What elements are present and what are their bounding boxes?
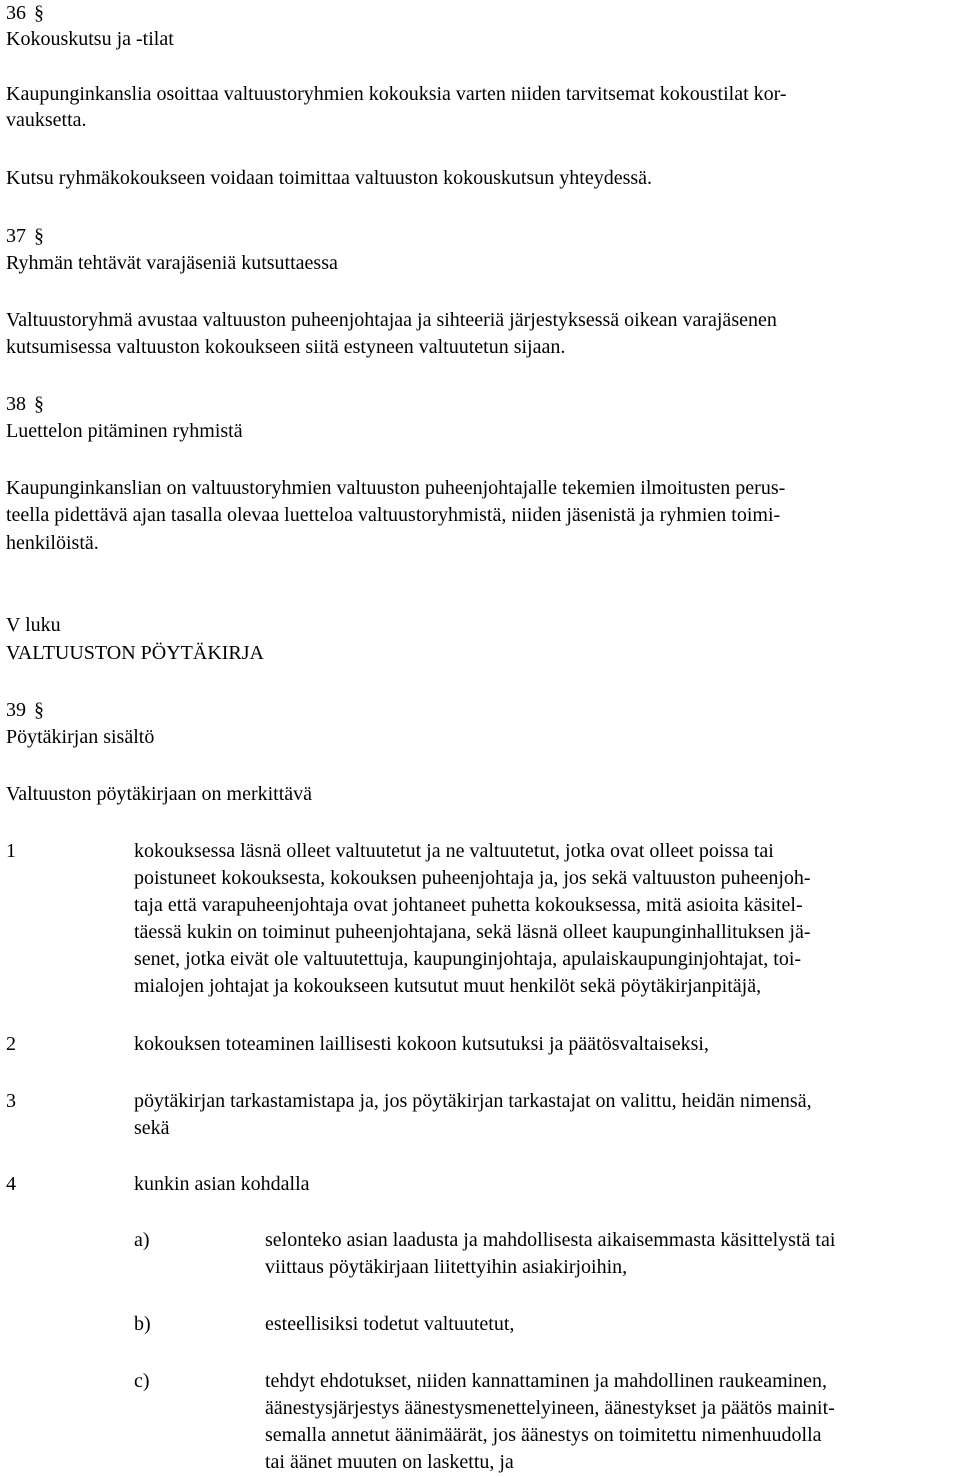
list-item-line: kunkin asian kohdalla [134, 1173, 310, 1195]
paragraph-line: kutsumisessa valtuuston kokoukseen siitä estyneen valtuutetun sijaan. [6, 336, 566, 358]
sub-item-letter: b) [134, 1313, 151, 1335]
list-item-number: 2 [6, 1033, 16, 1055]
section-38-title: Luettelon pitäminen ryhmistä [6, 420, 243, 442]
section-symbol: § [34, 2, 44, 24]
section-36-heading [6, 0, 44, 26]
sub-item-line: tehdyt ehdotukset, niiden kannattaminen ja mahdollinen raukeaminen, [265, 1370, 828, 1392]
list-item-line: poistuneet kokouksesta, kokouksen puheenjohtaja ja, jos sekä valtuuston puheenjoh- [134, 867, 811, 889]
list-item-line: senet, jotka eivät ole valtuutettuja, kaupunginjohtaja, apulaiskaupunginjohtajat, toi- [134, 948, 802, 970]
paragraph-line: vauksetta. [6, 109, 87, 131]
sub-item-line: tai äänet muuten on laskettu, ja [265, 1451, 514, 1473]
list-item-line: kokouksen toteaminen laillisesti kokoon kutsutuksi ja päätösvaltaiseksi, [134, 1033, 709, 1055]
paragraph-line: Kaupunginkanslian on valtuustoryhmien valtuuston puheenjohtajalle tekemien ilmoitusten perus- [6, 477, 786, 499]
list-item-number: 1 [6, 840, 16, 862]
paragraph-line: teella pidettävä ajan tasalla olevaa luetteloa valtuustoryhmistä, niiden jäsenistä ja ryhmien toimi- [6, 504, 781, 526]
section-39-heading [6, 697, 44, 723]
paragraph-line: Kaupunginkanslia osoittaa valtuustoryhmien kokouksia varten niiden tarvitsemat kokoustilat kor- [6, 83, 787, 105]
list-item-line: taja että varapuheenjohtaja ovat johtaneet puhetta kokouksessa, mitä asioita käsitel- [134, 894, 803, 916]
sub-item-line: selonteko asian laadusta ja mahdollisesta aikaisemmasta käsittelystä tai [265, 1229, 836, 1251]
list-item-line: sekä [134, 1117, 170, 1139]
list-item-line: pöytäkirjan tarkastamistapa ja, jos pöytäkirjan tarkastajat on valittu, heidän nimensä, [134, 1090, 812, 1112]
section-38-heading [6, 391, 44, 417]
list-item-line: mialojen johtajat ja kokoukseen kutsutut muut henkilöt sekä pöytäkirjanpitäjä, [134, 975, 762, 997]
chapter-title: VALTUUSTON PÖYTÄKIRJA [6, 642, 264, 664]
section-number: 39 [6, 699, 26, 721]
list-item-number: 3 [6, 1090, 16, 1112]
section-37-title: Ryhmän tehtävät varajäseniä kutsuttaessa [6, 252, 338, 274]
section-symbol: § [34, 699, 44, 721]
sub-item-line: esteellisiksi todetut valtuutetut, [265, 1313, 515, 1335]
list-item-number: 4 [6, 1173, 16, 1195]
paragraph-line: Valtuuston pöytäkirjaan on merkittävä [6, 783, 313, 805]
paragraph-line: Valtuustoryhmä avustaa valtuuston puheenjohtajaa ja sihteeriä järjestyksessä oikean varajäsenen [6, 309, 777, 331]
sub-item-line: semalla annetut äänimäärät, jos äänestys on toimitettu nimenhuudolla [265, 1424, 822, 1446]
section-number: 37 [6, 225, 26, 247]
sub-item-letter: a) [134, 1229, 150, 1251]
section-number: 38 [6, 393, 26, 415]
section-39-title: Pöytäkirjan sisältö [6, 726, 155, 748]
list-item-line: täessä kukin on toiminut puheenjohtajana, sekä läsnä olleet kaupunginhallituksen jä- [134, 921, 811, 943]
paragraph-line: henkilöistä. [6, 532, 99, 554]
section-symbol: § [34, 225, 44, 247]
sub-item-line: viittaus pöytäkirjaan liitettyihin asiakirjoihin, [265, 1256, 628, 1278]
paragraph-line: Kutsu ryhmäkokoukseen voidaan toimittaa valtuuston kokouskutsun yhteydessä. [6, 167, 653, 189]
section-36-title: Kokouskutsu ja -tilat [6, 28, 174, 50]
section-symbol: § [34, 393, 44, 415]
sub-item-letter: c) [134, 1370, 150, 1392]
list-item-line: kokouksessa läsnä olleet valtuutetut ja ne valtuutetut, jotka ovat olleet poissa tai [134, 840, 774, 862]
section-37-heading [6, 223, 44, 249]
sub-item-line: äänestysjärjestys äänestysmenettelyineen, äänestykset ja päätös mainit- [265, 1397, 835, 1419]
section-number: 36 [6, 2, 26, 24]
chapter-number: V luku [6, 614, 61, 636]
